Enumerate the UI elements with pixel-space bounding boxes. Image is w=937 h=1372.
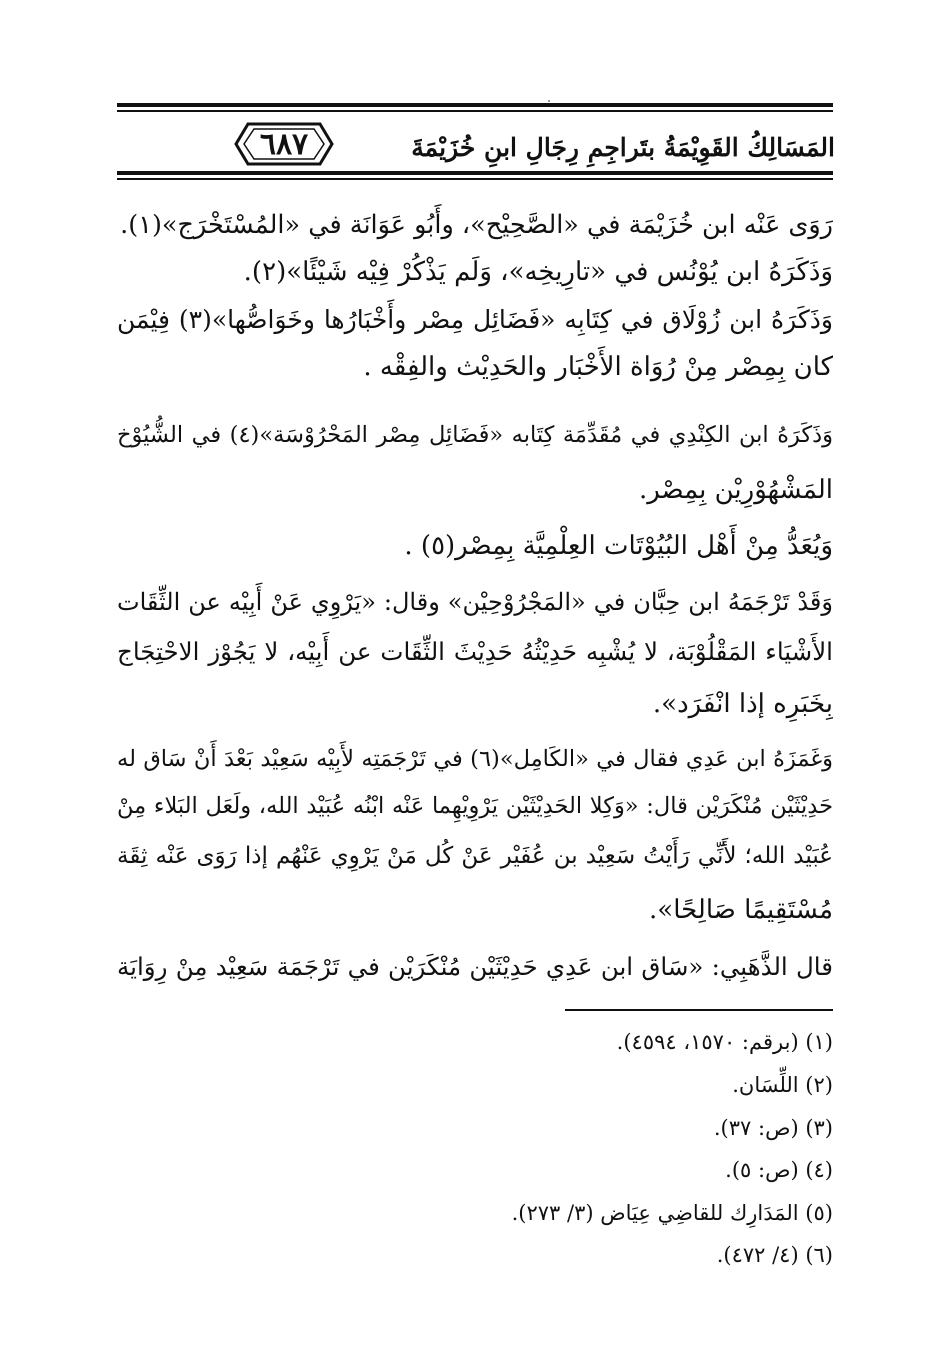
body-line: المَشْهُوْرِيْن بِمِصْر. <box>638 475 833 505</box>
header-rule-bottom-thick <box>117 171 833 175</box>
body-line: قال الذَّهَبِي: «سَاق ابن عَدِي حَدِيْثَيْن مُنْكَرَيْن في تَرْجَمَة سَعِيْد مِنْ رِوَايَة <box>117 952 833 981</box>
body-line: وَقَدْ تَرْجَمَهُ ابن حِبَّان في «المَجْرُوْحِيْن» وقال: «يَرْوِي عَنْ أَبِيْه عن الثِّقَات <box>117 588 833 616</box>
body-line: بِخَبَرِه إذا انْفَرَد». <box>652 689 833 719</box>
body-line: وَذَكَرَهُ ابن زُوْلَاق في كِتَابِه «فَضَائِل مِصْر وأَخْبَارُها وخَوَاصُّها»(٣) فِيْمَن <box>117 305 833 334</box>
body-line: وَيُعَدُّ مِنْ أَهْل البُيُوْتَات العِلْمِيَّة بِمِصْر(٥) . <box>404 531 833 561</box>
header-rule-top-thick <box>117 103 833 107</box>
body-line: رَوَى عَنْه ابن خُزَيْمَة في «الصَّحِيْح»، وأَبُو عَوَانَة في «المُسْتَخْرَج»(١). <box>120 210 833 240</box>
footnote-separator <box>565 1009 833 1011</box>
footnote: (١) (برقم: ١٥٧٠، ٤٥٩٤). <box>616 1030 833 1054</box>
footnote: (٥) المَدَارِك للقاضِي عِيَاض (٣/ ٢٧٣). <box>511 1201 833 1225</box>
body-line: وَغَمَزَهُ ابن عَدِي فقال في «الكَامِل»(٦) في تَرْجَمَتِه لأَبِيْه سَعِيْد بَعْدَ أَنْ سَاق له <box>117 746 833 772</box>
footnote: (٣) (ص: ٣٧). <box>713 1116 833 1140</box>
body-line: وَذَكَرَهُ ابن الكِنْدِي في مُقَدِّمَة كِتَابه «فَضَائِل مِصْر المَحْرُوْسَة»(٤) في الشُّيُوْخ <box>117 422 833 448</box>
running-title: المَسَالِكُ القَوِيْمَةُ بتَراجِمِ رِجَالِ ابنِ خُزَيْمَةَ <box>411 133 835 162</box>
body-line: مُسْتَقِيمًا صَالِحًا». <box>649 895 833 925</box>
page-number: ٦٨٧ <box>259 126 309 162</box>
header-rule-top-thin <box>117 110 833 112</box>
body-line: حَدِيْثَيْن مُنْكَرَيْن قال: «وَكِلا الحَدِيْثَيْن يَرْوِيْهِما عَنْه ابْنُه عُبَيْد الله، ولَعَل البَلاء مِنْ <box>117 793 833 819</box>
speck <box>548 100 550 102</box>
body-line: الأَشْيَاء المَقْلُوْبَة، لا يُشْبِه حَدِيْثُهُ حَدِيْثَ الثِّقَات عن أَبِيْه، لا يَجُوْز الاحْتِجَاج <box>117 637 833 666</box>
footnote: (٦) (٤/ ٤٧٢). <box>716 1243 833 1267</box>
header-rule-bottom-thin <box>117 178 833 180</box>
body-line: كان بِمِصْر مِنْ رُوَاة الأَخْبَار والحَدِيْث والفِقْه . <box>363 352 833 382</box>
body-line: عُبَيْد الله؛ لأَنِّي رَأَيْتُ سَعِيْد بن عُفَيْر عَنْ كُل مَنْ يَرْوِي عَنْهُم إذا رَوَى عَنْه ثِقَة <box>117 843 833 869</box>
footnote: (٤) (ص: ٥). <box>725 1158 833 1182</box>
body-line: وَذَكَرَهُ ابن يُوْنُس في «تارِيخِه»، وَلَم يَذْكُرْ فِيْه شَيْئًا»(٢). <box>243 257 833 287</box>
footnote: (٢) اللِّسَان. <box>732 1073 833 1097</box>
